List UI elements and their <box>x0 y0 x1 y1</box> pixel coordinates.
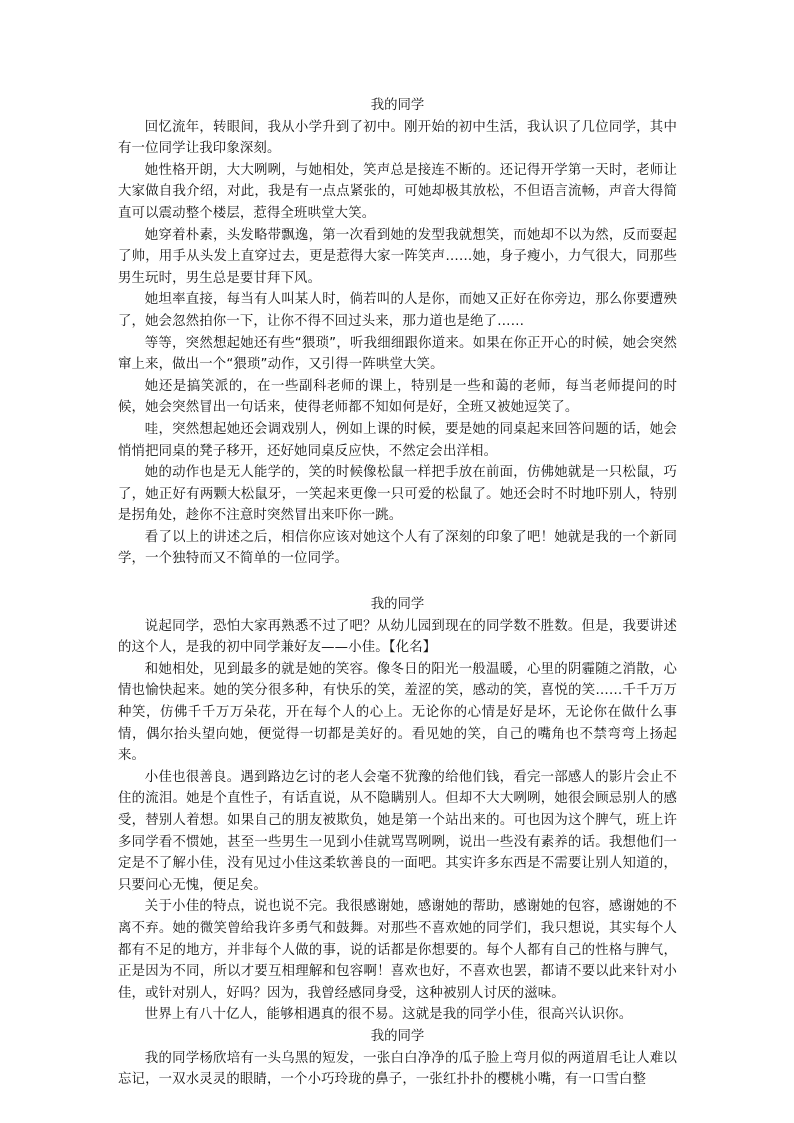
article-title: 我的同学 <box>370 597 425 613</box>
paragraph: 她还是搞笑派的，在一些副科老师的课上，特别是一些和蔼的老师，每当老师提问的时候，她会突然冒出一句话来，使得老师都不知如何是好，全班又被她逗笑了。 <box>118 378 677 416</box>
article-title: 我的同学 <box>370 98 425 113</box>
paragraph: 和她相处，见到最多的就是她的笑容。像冬日的阳光一般温暖，心里的阴霾随之消散，心情也愉快起来。她的笑分很多种，有快乐的笑，羞涩的笑，感动的笑，喜悦的笑……千千万万种笑，仿佛千千万万朵花，开在每个人的心上。无论你的心情是好是坏，无论你在做什么事情，偶尔抬头望向她，便觉得一切都是美好的。看见她的笑，自己的嘴角也不禁弯弯上扬起来。 <box>118 661 677 764</box>
paragraph: 等等，突然想起她还有些“猥琐”，听我细细跟你道来。如果在你正开心的时候，她会突然窜上来，做出一个“猥琐”动作，又引得一阵哄堂大笑。 <box>118 335 677 373</box>
article-2 <box>118 594 677 1026</box>
document-page <box>118 95 677 1091</box>
paragraph: 我的同学杨欣培有一头乌黑的短发，一张白白净净的瓜子脸上弯月似的两道眉毛让人难以忘记，一双水灵灵的眼睛，一个小巧玲珑的鼻子，一张红扑扑的樱桃小嘴，有一口雪白整 <box>118 1050 677 1088</box>
paragraph: 看了以上的讲述之后，相信你应该对她这个人有了深刻的印象了吧！她就是我的一个新同学，一个独特而又不简单的一位同学。 <box>118 529 677 567</box>
paragraph: 她穿着朴素，头发略带飘逸，第一次看到她的发型我就想笑，而她却不以为然，反而耍起了帅，用手从头发上直穿过去，更是惹得大家一阵笑声……她，身子瘦小，力气很大，同那些男生玩时，男生总是要甘拜下风。 <box>118 227 677 286</box>
section-gap <box>118 570 677 594</box>
paragraph: 她的动作也是无人能学的，笑的时候像松鼠一样把手放在前面，仿佛她就是一只松鼠，巧了，她正好有两颗大松鼠牙，一笑起来更像一只可爱的松鼠了。她还会时不时地吓别人，特别是拐角处，趁你不注意时突然冒出来吓你一跳。 <box>118 465 677 524</box>
paragraph: 回忆流年，转眼间，我从小学升到了初中。刚开始的初中生活，我认识了几位同学，其中有一位同学让我印象深刻。 <box>118 119 677 157</box>
paragraph: 她坦率直接，每当有人叫某人时，倘若叫的人是你，而她又正好在你旁边，那么你要遭殃了，她会忽然拍你一下，让你不得不回过头来，那力道也是绝了…… <box>118 292 677 329</box>
paragraph: 说起同学，恐怕大家再熟悉不过了吧？从幼儿园到现在的同学数不胜数。但是，我要讲述的这个人，是我的初中同学兼好友——小佳。【化名】 <box>118 618 677 656</box>
paragraph: 她性格开朗，大大咧咧，与她相处，笑声总是接连不断的。还记得开学第一天时，老师让大家做自我介绍，对此，我是有一点点紧张的，可她却极其放松，不但语言流畅，声音大得简直可以震动整个楼层，惹得全班哄堂大笑。 <box>118 162 677 221</box>
paragraph: 哇，突然想起她还会调戏别人，例如上课的时候，要是她的同桌起来回答问题的话，她会悄悄把同桌的凳子移开，还好她同桌反应快，不然定会出洋相。 <box>118 421 677 459</box>
article-title: 我的同学 <box>370 1028 425 1044</box>
article-1 <box>118 95 677 570</box>
paragraph: 关于小佳的特点，说也说不完。我很感谢她，感谢她的帮助，感谢她的包容，感谢她的不离不弃。她的微笑曾给我许多勇气和鼓舞。对那些不喜欢她的同学们，我只想说，其实每个人都有不足的地方，并非每个人做的事，说的话都是你想要的。每个人都有自己的性格与脾气，正是因为不同，所以才要互相理解和包容啊！喜欢也好，不喜欢也罢，都请不要以此来针对小佳，或针对别人，好吗？因为，我曾经感同身受，这种被别人讨厌的滋味。 <box>118 899 677 1001</box>
paragraph: 小佳也很善良。遇到路边乞讨的老人会毫不犹豫的给他们钱，看完一部感人的影片会止不住的流泪。她是个直性子，有话直说，从不隐瞒别人。但却不大大咧咧，她很会顾忌别人的感受，替别人着想。如果自己的朋友被欺负，她是第一个站出来的。可也因为这个脾气，班上许多同学看不惯她，甚至一些男生一见到小佳就骂骂咧咧，说出一些没有素养的话。我想他们一定是不了解小佳，没有见过小佳这柔软善良的一面吧。其实许多东西是不需要让别人知道的，只要问心无愧，便足矣。 <box>118 769 677 893</box>
article-3 <box>118 1026 677 1091</box>
paragraph: 世界上有八十亿人，能够相遇真的很不易。这就是我的同学小佳，很高兴认识你。 <box>144 1007 633 1023</box>
